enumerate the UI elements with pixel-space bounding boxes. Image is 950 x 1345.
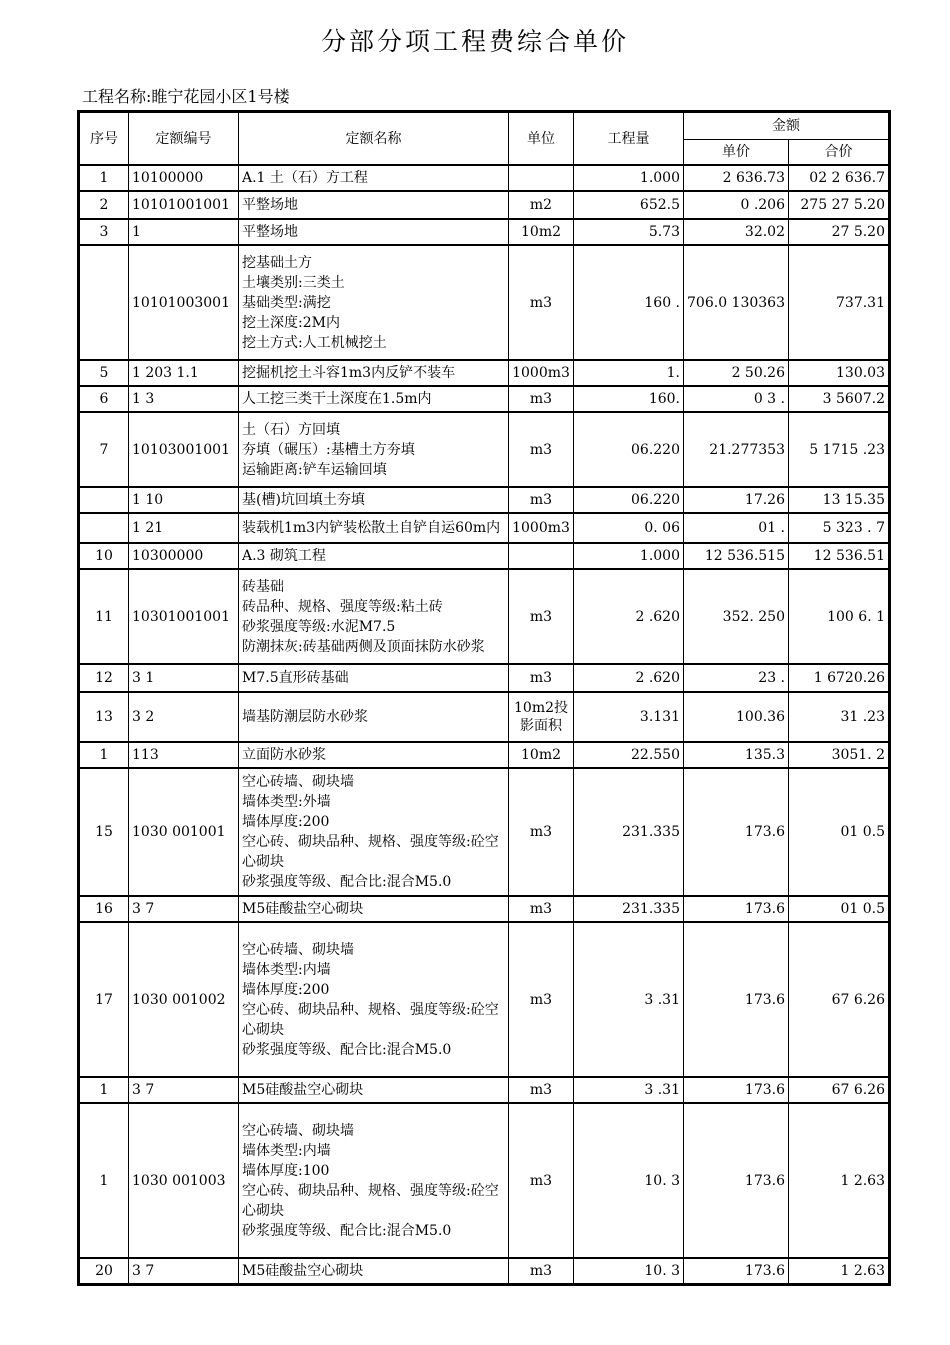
header-seq: 序号 <box>79 112 129 166</box>
unit-price-cell: 32.02 <box>684 219 789 245</box>
unit-price-cell: 2 636.73 <box>684 165 789 191</box>
total-cell: 1 2.63 <box>789 1103 890 1258</box>
code-cell: 1030 001002 <box>129 922 239 1077</box>
table-row <box>79 1077 890 1103</box>
unit-price-cell: 0 3 . <box>684 386 789 412</box>
header-unit: 单位 <box>509 112 574 166</box>
name-line: A.3 砌筑工程 <box>242 548 326 564</box>
unit-cell: m3 <box>509 245 574 360</box>
qty-cell: 1. <box>574 360 684 386</box>
total-cell: 13 15.35 <box>789 487 890 513</box>
unit-cell: 10m2投影面积 <box>509 692 574 742</box>
code-cell: 1 203 1.1 <box>129 360 239 386</box>
total-cell: 3051. 2 <box>789 742 890 768</box>
unit-cell: 10m2 <box>509 742 574 768</box>
qty-cell: 5.73 <box>574 219 684 245</box>
name-line: A.1 土（石）方工程 <box>242 170 368 186</box>
total-cell: 5 1715 .23 <box>789 412 890 487</box>
code-cell: 1 10 <box>129 487 239 513</box>
table-row <box>79 513 890 543</box>
unit-price-cell: 135.3 <box>684 742 789 768</box>
total-cell: 5 323 . 7 <box>789 513 890 543</box>
name-cell <box>239 692 509 742</box>
code-cell: 3 7 <box>129 1258 239 1284</box>
unit-price-cell: 706.0 130363 <box>684 245 789 360</box>
page-title: 分部分项工程费综合单价 <box>320 27 629 56</box>
table-row <box>79 742 890 768</box>
seq-cell: 7 <box>79 412 129 487</box>
unit-cell: m3 <box>509 386 574 412</box>
name-line: 墙体类型:内墙 <box>242 1142 331 1159</box>
qty-cell: 652.5 <box>574 191 684 219</box>
table-row <box>79 245 890 360</box>
qty-cell: 0. 06 <box>574 513 684 543</box>
name-cell <box>239 1258 509 1284</box>
code-cell: 3 2 <box>129 692 239 742</box>
code-cell: 1 3 <box>129 386 239 412</box>
name-line: 砖基础 <box>242 578 284 595</box>
unit-cell <box>509 165 574 191</box>
table-row <box>79 487 890 513</box>
header-amount: 金额 <box>684 112 890 140</box>
name-cell <box>239 664 509 692</box>
qty-cell: 06.220 <box>574 412 684 487</box>
total-cell: 01 0.5 <box>789 768 890 896</box>
name-line: 挖土深度:2M内 <box>242 314 340 331</box>
table-row <box>79 165 890 191</box>
name-cell <box>239 412 509 487</box>
code-cell: 10100000 <box>129 165 239 191</box>
unit-cell: m3 <box>509 1258 574 1284</box>
qty-cell: 160. <box>574 386 684 412</box>
unit-price-cell: 173.6 <box>684 1103 789 1258</box>
total-cell: 01 0.5 <box>789 896 890 922</box>
table-row <box>79 692 890 742</box>
table-row <box>79 360 890 386</box>
table-row <box>79 664 890 692</box>
name-cell <box>239 543 509 569</box>
qty-cell: 1.000 <box>574 543 684 569</box>
name-cell <box>239 191 509 219</box>
code-cell: 3 7 <box>129 1077 239 1103</box>
code-cell: 10101001001 <box>129 191 239 219</box>
unit-price-cell: 173.6 <box>684 896 789 922</box>
qty-cell: 22.550 <box>574 742 684 768</box>
name-line: 装载机1m3内铲装松散土自铲自运60m内 <box>242 520 501 536</box>
name-line: 挖土方式:人工机械挖土 <box>242 334 387 351</box>
name-cell <box>239 487 509 513</box>
name-line: 墙体厚度:200 <box>242 981 330 998</box>
code-cell: 10101003001 <box>129 245 239 360</box>
qty-cell: 160 . <box>574 245 684 360</box>
unit-cell <box>509 543 574 569</box>
total-cell: 100 6. 1 <box>789 569 890 664</box>
seq-cell: 2 <box>79 191 129 219</box>
project-name: 工程名称:睢宁花园小区1号楼 <box>82 87 290 106</box>
unit-price-cell: 100.36 <box>684 692 789 742</box>
table-row <box>79 386 890 412</box>
name-line: 砂浆强度等级、配合比:混合M5.0 <box>242 874 452 890</box>
seq-cell: 11 <box>79 569 129 664</box>
unit-price-cell: 173.6 <box>684 922 789 1077</box>
total-cell: 737.31 <box>789 245 890 360</box>
code-cell: 1 <box>129 219 239 245</box>
seq-cell: 3 <box>79 219 129 245</box>
table-row <box>79 569 890 664</box>
unit-price-cell: 2 50.26 <box>684 360 789 386</box>
unit-cell: m3 <box>509 896 574 922</box>
name-line: 砖品种、规格、强度等级:粘土砖 <box>242 598 443 615</box>
name-line: 墙体类型:内墙 <box>242 961 331 978</box>
total-cell: 02 2 636.7 <box>789 165 890 191</box>
qty-cell: 3 .31 <box>574 922 684 1077</box>
qty-cell: 231.335 <box>574 896 684 922</box>
name-cell <box>239 922 509 1077</box>
unit-price-cell: 01 . <box>684 513 789 543</box>
unit-price-cell: 173.6 <box>684 1258 789 1284</box>
code-cell: 1030 001001 <box>129 768 239 896</box>
unit-price-cell: 17.26 <box>684 487 789 513</box>
seq-cell: 15 <box>79 768 129 896</box>
total-cell: 1 2.63 <box>789 1258 890 1284</box>
seq-cell: 13 <box>79 692 129 742</box>
name-line: 空心砖、砌块品种、规格、强度等级:砼空心砌块 <box>242 834 499 870</box>
name-line: 墙基防潮层防水砂浆 <box>242 709 368 725</box>
name-line: 土（石）方回填 <box>242 421 340 438</box>
unit-cell: 1000m3 <box>509 513 574 543</box>
total-cell: 275 27 5.20 <box>789 191 890 219</box>
total-cell: 3 5607.2 <box>789 386 890 412</box>
header-total: 合价 <box>789 140 890 166</box>
name-cell <box>239 569 509 664</box>
name-line: 空心砖墙、砌块墙 <box>242 941 354 958</box>
unit-cell: m3 <box>509 1077 574 1103</box>
total-cell: 31 .23 <box>789 692 890 742</box>
qty-cell: 3.131 <box>574 692 684 742</box>
unit-price-cell: 173.6 <box>684 768 789 896</box>
name-line: 土壤类别:三类土 <box>242 274 345 291</box>
name-cell <box>239 360 509 386</box>
unit-cell: m3 <box>509 569 574 664</box>
unit-price-table <box>77 110 891 1286</box>
unit-cell: m3 <box>509 768 574 896</box>
unit-cell: m2 <box>509 191 574 219</box>
seq-cell: 16 <box>79 896 129 922</box>
name-line: M5硅酸盐空心砌块 <box>242 901 364 917</box>
name-line: M5硅酸盐空心砌块 <box>242 1082 364 1098</box>
name-cell <box>239 513 509 543</box>
name-cell <box>239 742 509 768</box>
qty-cell: 10. 3 <box>574 1103 684 1258</box>
seq-cell <box>79 487 129 513</box>
seq-cell: 5 <box>79 360 129 386</box>
code-cell: 10301001001 <box>129 569 239 664</box>
unit-price-cell: 352. 250 <box>684 569 789 664</box>
seq-cell: 17 <box>79 922 129 1077</box>
qty-cell: 10. 3 <box>574 1258 684 1284</box>
qty-cell: 1.000 <box>574 165 684 191</box>
seq-cell: 12 <box>79 664 129 692</box>
code-cell: 10300000 <box>129 543 239 569</box>
qty-cell: 231.335 <box>574 768 684 896</box>
unit-price-cell: 23 . <box>684 664 789 692</box>
seq-cell: 1 <box>79 165 129 191</box>
name-line: M5硅酸盐空心砌块 <box>242 1262 364 1279</box>
name-line: 空心砖墙、砌块墙 <box>242 1122 354 1139</box>
header-name: 定额名称 <box>239 112 509 166</box>
total-cell: 67 6.26 <box>789 1077 890 1103</box>
total-cell: 130.03 <box>789 360 890 386</box>
unit-price-cell: 173.6 <box>684 1077 789 1103</box>
name-line: 基(槽)坑回填土夯填 <box>242 492 365 508</box>
table-row <box>79 768 890 896</box>
name-line: 平整场地 <box>242 197 298 213</box>
name-line: 基础类型:满挖 <box>242 294 331 311</box>
code-cell: 10103001001 <box>129 412 239 487</box>
code-cell: 113 <box>129 742 239 768</box>
table-row <box>79 922 890 1077</box>
table-row <box>79 896 890 922</box>
seq-cell <box>79 245 129 360</box>
name-cell <box>239 1077 509 1103</box>
unit-cell: m3 <box>509 412 574 487</box>
header-code: 定额编号 <box>129 112 239 166</box>
name-cell <box>239 386 509 412</box>
seq-cell: 1 <box>79 742 129 768</box>
name-line: 夯填（碾压）:基槽土方夯填 <box>242 441 415 458</box>
name-line: 平整场地 <box>242 224 298 240</box>
seq-cell: 1 <box>79 1103 129 1258</box>
name-line: 砂浆强度等级:水泥M7.5 <box>242 618 396 635</box>
name-line: 砂浆强度等级、配合比:混合M5.0 <box>242 1222 452 1239</box>
name-line: 运输距离:铲车运输回填 <box>242 461 387 478</box>
unit-cell: 1000m3 <box>509 360 574 386</box>
name-line: 空心砖、砌块品种、规格、强度等级:砼空心砌块 <box>242 1001 499 1038</box>
seq-cell: 20 <box>79 1258 129 1284</box>
unit-price-cell: 21.277353 <box>684 412 789 487</box>
name-cell <box>239 165 509 191</box>
name-line: 空心砖、砌块品种、规格、强度等级:砼空心砌块 <box>242 1182 499 1219</box>
name-line: 防潮抹灰:砖基础两侧及顶面抹防水砂浆 <box>242 638 485 655</box>
name-cell <box>239 245 509 360</box>
header-unit-price: 单价 <box>684 140 789 166</box>
name-cell <box>239 896 509 922</box>
code-cell: 3 1 <box>129 664 239 692</box>
table-row <box>79 412 890 487</box>
seq-cell: 1 <box>79 1077 129 1103</box>
code-cell: 1 21 <box>129 513 239 543</box>
name-line: 立面防水砂浆 <box>242 747 326 763</box>
total-cell: 12 536.51 <box>789 543 890 569</box>
code-cell: 1030 001003 <box>129 1103 239 1258</box>
name-line: 挖掘机挖土斗容1m3内反铲不装车 <box>242 365 456 381</box>
header-qty: 工程量 <box>574 112 684 166</box>
name-line: 墙体类型:外墙 <box>242 794 331 810</box>
qty-cell: 2 .620 <box>574 664 684 692</box>
name-line: 墙体厚度:200 <box>242 814 330 830</box>
total-cell: 27 5.20 <box>789 219 890 245</box>
code-cell: 3 7 <box>129 896 239 922</box>
unit-price-cell: 0 .206 <box>684 191 789 219</box>
unit-cell: m3 <box>509 922 574 1077</box>
seq-cell <box>79 513 129 543</box>
table-row <box>79 543 890 569</box>
total-cell: 67 6.26 <box>789 922 890 1077</box>
unit-price-cell: 12 536.515 <box>684 543 789 569</box>
table-row <box>79 1103 890 1258</box>
seq-cell: 6 <box>79 386 129 412</box>
qty-cell: 3 .31 <box>574 1077 684 1103</box>
name-line: 人工挖三类干土深度在1.5m内 <box>242 391 432 407</box>
table-row <box>79 219 890 245</box>
table-row <box>79 1258 890 1284</box>
total-cell: 1 6720.26 <box>789 664 890 692</box>
table-body <box>79 165 890 1284</box>
unit-cell: m3 <box>509 664 574 692</box>
name-cell <box>239 1103 509 1258</box>
name-line: 挖基础土方 <box>242 254 312 271</box>
seq-cell: 10 <box>79 543 129 569</box>
unit-cell: 10m2 <box>509 219 574 245</box>
name-line: 砂浆强度等级、配合比:混合M5.0 <box>242 1041 452 1058</box>
table-row <box>79 191 890 219</box>
name-line: M7.5直形砖基础 <box>242 670 349 686</box>
unit-cell: m3 <box>509 1103 574 1258</box>
name-cell <box>239 219 509 245</box>
name-line: 墙体厚度:100 <box>242 1162 330 1179</box>
name-line: 空心砖墙、砌块墙 <box>242 774 354 790</box>
qty-cell: 06.220 <box>574 487 684 513</box>
name-cell <box>239 768 509 896</box>
unit-cell: m3 <box>509 487 574 513</box>
qty-cell: 2 .620 <box>574 569 684 664</box>
